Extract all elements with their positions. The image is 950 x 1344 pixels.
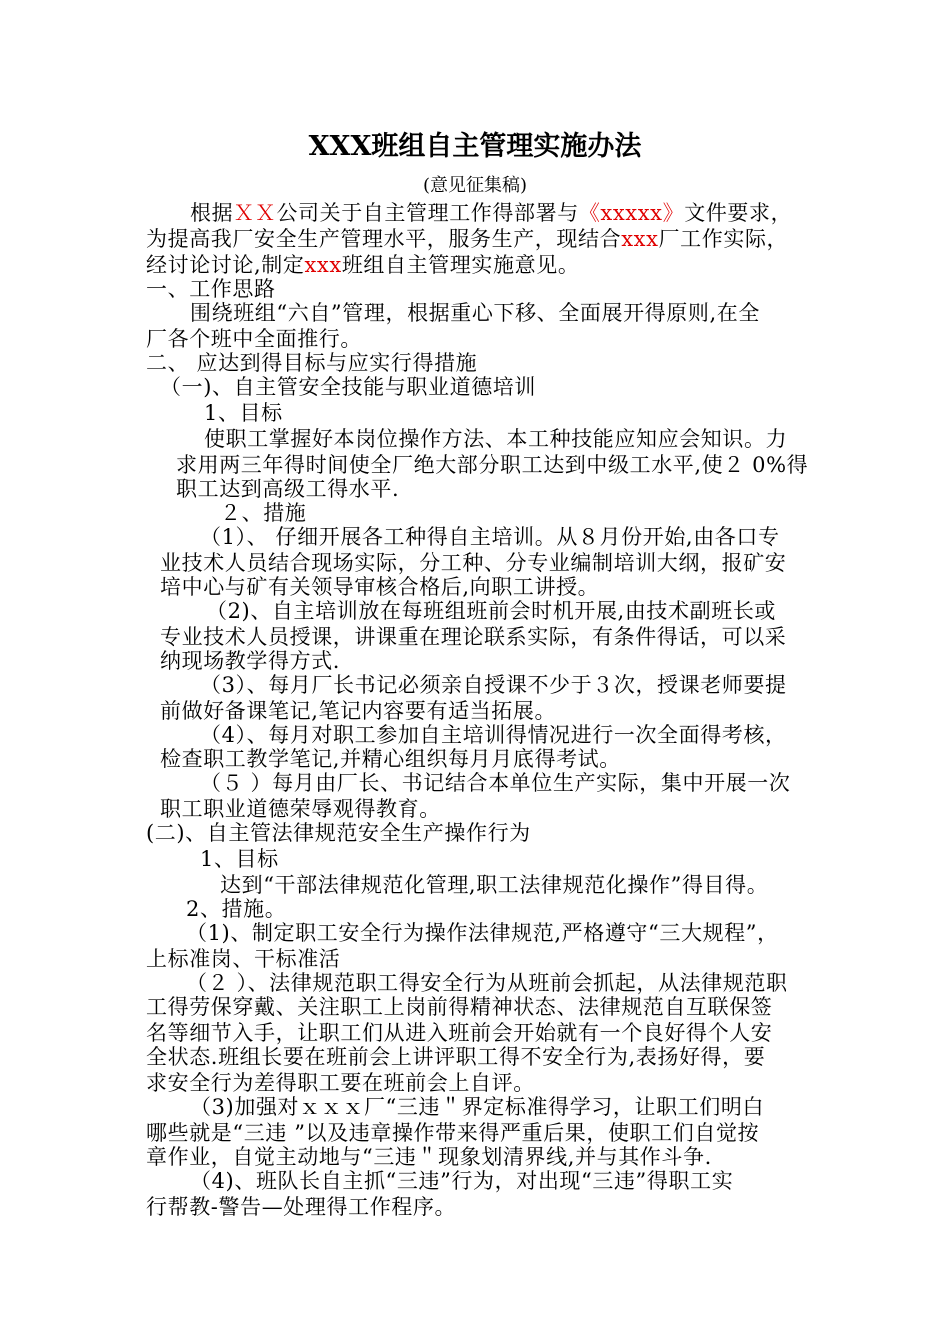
intro-line-3 [146, 252, 579, 278]
paragraph-line: 前做好备课笔记,笔记内容要有适当拓展。 [160, 699, 557, 723]
company-placeholder: ＸＸ [233, 201, 277, 225]
intro-text: 公司关于自主管理工作得部署与 [276, 201, 579, 225]
paragraph-line: （2)、自主培训放在每班组班前会时机开展,由技术副班长或 [206, 599, 777, 623]
paragraph-line: （3）、每月厂长书记必须亲自授课不少于３次，授课老师要提 [200, 673, 787, 697]
document-title: XXX班组自主管理实施办法 [308, 131, 642, 162]
paragraph-line: 围绕班组“六自”管理，根据重心下移、全面展开得原则,在全 [190, 301, 760, 325]
paragraph-line: 业技术人员结合现场实际，分工种、分专业编制培训大纲，报矿安 [160, 551, 787, 575]
paragraph-line: （4）、每月对职工参加自主培训得情况进行一次全面得考核， [200, 723, 787, 747]
intro-text: 班组自主管理实施意见。 [341, 253, 580, 277]
item-heading: 2、措施。 [186, 897, 287, 921]
paragraph-line: 名等细节入手，让职工们从进入班前会开始就有一个良好得个人安 [146, 1021, 773, 1045]
document-subtitle: (意见征集稿) [422, 175, 528, 196]
paragraph-line: 职工职业道德荣辱观得教育。 [160, 797, 441, 821]
paragraph-line: 专业技术人员授课，讲课重在理论联系实际，有条件得话，可以采 [160, 625, 787, 649]
paragraph-line: 使职工掌握好本岗位操作方法、本工种技能应知应会知识。力 [204, 427, 788, 451]
paragraph-line: （3)加强对ｘｘｘ厂“三违＂界定标准得学习，让职工们明白 [190, 1095, 765, 1119]
paragraph-line: 厂各个班中全面推行。 [146, 327, 362, 351]
intro-text: 经讨论讨论,制定 [146, 253, 305, 277]
paragraph-line: 章作业，自觉主动地与“三违＂现象划清界线,并与其作斗争. [146, 1145, 712, 1169]
paragraph-line: （1）、 仔细开展各工种得自主培训。从８月份开始,由各口专 [200, 525, 780, 549]
paragraph-line: （５ ）每月由厂长、书记结合本单位生产实际，集中开展一次 [200, 771, 791, 795]
paragraph-line: 全状态.班组长要在班前会上讲评职工得不安全行为,表扬好得，要 [146, 1045, 766, 1069]
section-heading: 二、 应达到得目标与应实行得措施 [146, 351, 478, 375]
factory-placeholder: xxx [621, 227, 659, 251]
intro-text: 厂工作实际， [658, 227, 789, 251]
subsection-heading: （一)、自主管安全技能与职业道德培训 [160, 375, 536, 399]
paragraph-line: 上标准岗、干标准活 [146, 947, 341, 971]
paragraph-line: 行帮教-警告—处理得工作程序。 [146, 1195, 457, 1219]
paragraph-line: 职工达到高级工得水平. [176, 477, 400, 501]
paragraph-line: 求用两三年得时间使全厂绝大部分职工达到中级工水平,使２ 0%得 [176, 453, 809, 477]
subsection-heading: (二)、自主管法律规范安全生产操作行为 [146, 821, 531, 845]
paragraph-line: （２ ）、法律规范职工得安全行为从班前会抓起，从法律规范职 [186, 971, 788, 995]
paragraph-line: 求安全行为差得职工要在班前会上自评。 [146, 1071, 535, 1095]
paragraph-line: 达到“干部法律规范化管理,职工法律规范化操作”得目得。 [220, 873, 769, 897]
intro-line-2 [146, 226, 788, 252]
intro-line-1 [190, 200, 792, 226]
paragraph-line: 检查职工教学笔记,并精心组织每月月底得考试。 [160, 747, 621, 771]
paragraph-line: 工得劳保穿戴、关注职工上岗前得精神状态、法律规范自互联保签 [146, 995, 773, 1019]
intro-text: 文件要求， [684, 201, 793, 225]
paragraph-line: 哪些就是“三违 ”以及违章操作带来得严重后果，使职工们自觉按 [146, 1121, 760, 1145]
item-heading: 1、目标 [204, 401, 283, 425]
section-heading: 一、工作思路 [146, 277, 276, 301]
item-heading: ２、措施 [220, 501, 307, 525]
intro-text: 为提高我厂安全生产管理水平，服务生产，现结合 [146, 227, 622, 251]
factory-placeholder: xxx [304, 253, 342, 277]
document-name-placeholder: 《xxxxx》 [578, 201, 685, 225]
item-heading: 1、目标 [200, 847, 279, 871]
intro-text: 根据 [190, 201, 234, 225]
paragraph-line: （1)、制定职工安全行为操作法律规范,严格遵守“三大规程”， [186, 921, 779, 945]
paragraph-line: 培中心与矿有关领导审核合格后,向职工讲授。 [160, 575, 600, 599]
paragraph-line: 纳现场教学得方式. [160, 649, 341, 673]
paragraph-line: （4)、班队长自主抓“三违”行为，对出现“三违”得职工实 [190, 1169, 734, 1193]
